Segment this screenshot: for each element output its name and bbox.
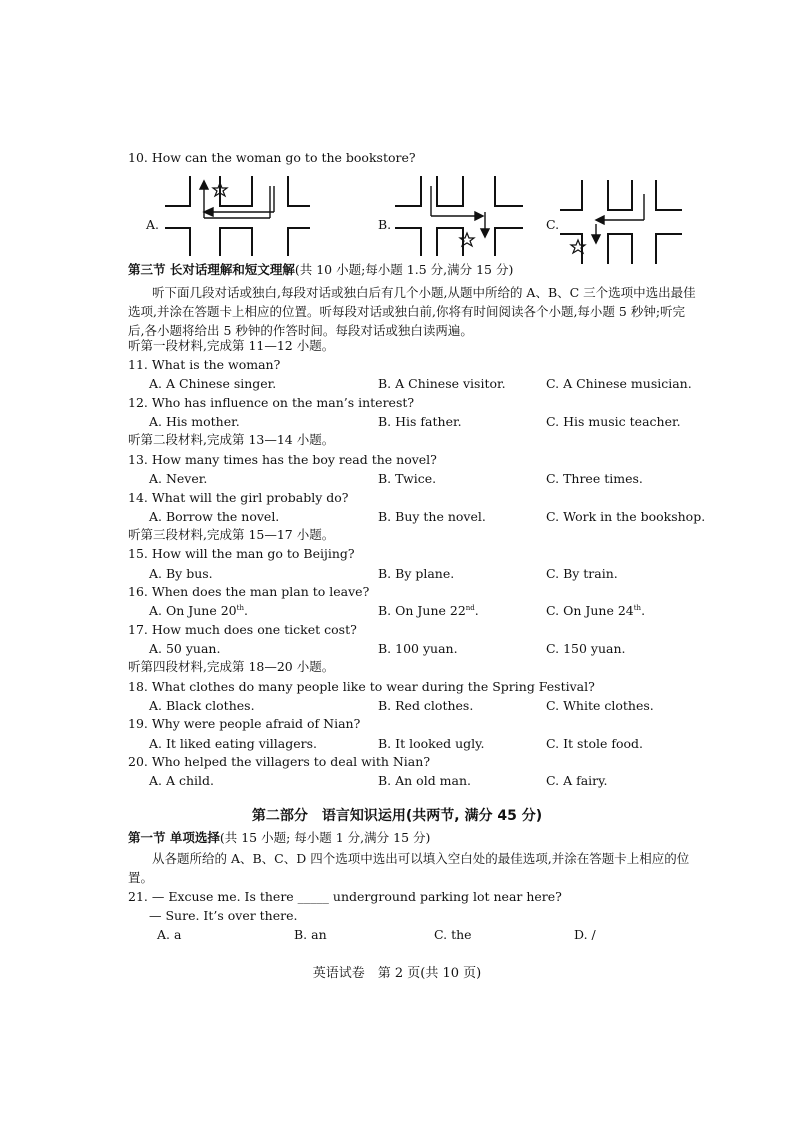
q18-option-c: C. White clothes.: [546, 698, 654, 713]
section-3-header: [128, 262, 513, 278]
question-19: 19. Why were people afraid of Nian?: [128, 716, 361, 731]
q13-option-c: C. Three times.: [546, 471, 643, 486]
question-12: 12. Who has influence on the man’s interest?: [128, 395, 415, 410]
q19-option-c: C. It stole food.: [546, 736, 643, 751]
q21-response: — Sure. It’s over there.: [149, 908, 298, 923]
question-18: 18. What clothes do many people like to wear during the Spring Festival?: [128, 679, 595, 694]
q20-option-b: B. An old man.: [378, 773, 472, 788]
q14-option-b: B. Buy the novel.: [378, 509, 486, 524]
q19-option-a: A. It liked eating villagers.: [149, 736, 318, 751]
part-2-section-1-title: 第一节 单项选择: [128, 830, 220, 845]
question-15: 15. How will the man go to Beijing?: [128, 546, 355, 561]
q10-option-a-label: A.: [146, 217, 160, 232]
q16-option-a: A. On June 20th.: [149, 603, 248, 618]
q21-option-c: C. the: [434, 927, 472, 942]
q15-option-a: A. By bus.: [149, 566, 213, 581]
section-3-note: (共 10 小题;每小题 1.5 分,满分 15 分): [294, 262, 514, 277]
map-b-diagram: [395, 172, 525, 258]
question-14: 14. What will the girl probably do?: [128, 490, 349, 505]
q16-option-b: B. On June 22nd.: [378, 603, 479, 618]
group-2-instruction: 听第二段材料,完成第 13—14 小题。: [128, 432, 335, 447]
question-16: 16. When does the man plan to leave?: [128, 584, 370, 599]
q11-option-c: C. A Chinese musician.: [546, 376, 692, 391]
map-c-diagram: [560, 176, 686, 266]
q15-option-b: B. By plane.: [378, 566, 455, 581]
q18-option-b: B. Red clothes.: [378, 698, 474, 713]
q19-option-b: B. It looked ugly.: [378, 736, 485, 751]
q10-option-c-label: C.: [546, 217, 560, 232]
q11-option-b: B. A Chinese visitor.: [378, 376, 506, 391]
q12-option-b: B. His father.: [378, 414, 462, 429]
q20-option-a: A. A child.: [149, 773, 214, 788]
group-1-instruction: 听第一段材料,完成第 11—12 小题。: [128, 338, 335, 353]
q12-option-c: C. His music teacher.: [546, 414, 681, 429]
question-21: 21. — Excuse me. Is there _____ underground parking lot near here?: [128, 889, 562, 904]
question-13: 13. How many times has the boy read the novel?: [128, 452, 437, 467]
q11-option-a: A. A Chinese singer.: [149, 376, 277, 391]
q15-option-c: C. By train.: [546, 566, 618, 581]
part-2-instructions: 从各题所给的 A、B、C、D 四个选项中选出可以填入空白处的最佳选项,并涂在答题卡上相应的位置。: [128, 851, 690, 885]
q16-option-c: C. On June 24th.: [546, 603, 646, 618]
section-3-instructions: 听下面几段对话或独白,每段对话或独白后有几个小题,从题中所给的 A、B、C 三个选项中选出最佳选项,并涂在答题卡上相应的位置。听每段对话或独白前,你将有时间阅读各个小题,每小题 5 秒钟;听完后,各小题将给出 5 秒钟的作答时间。每段对话或独白读两遍。: [128, 285, 696, 338]
question-17: 17. How much does one ticket cost?: [128, 622, 357, 637]
q12-option-a: A. His mother.: [149, 414, 240, 429]
q14-option-c: C. Work in the bookshop.: [546, 509, 706, 524]
group-3-instruction: 听第三段材料,完成第 15—17 小题。: [128, 527, 335, 542]
part-2-section-1-header: [128, 830, 430, 846]
question-10: 10. How can the woman go to the bookstore?: [128, 150, 416, 165]
q13-option-b: B. Twice.: [378, 471, 437, 486]
q10-option-b-label: B.: [378, 217, 392, 232]
map-a-diagram: [160, 172, 310, 258]
part-2-section-1-note: (共 15 小题; 每小题 1 分,满分 15 分): [219, 830, 431, 845]
question-11: 11. What is the woman?: [128, 357, 281, 372]
q20-option-c: C. A fairy.: [546, 773, 608, 788]
q14-option-a: A. Borrow the novel.: [149, 509, 280, 524]
question-20: 20. Who helped the villagers to deal with Nian?: [128, 754, 431, 769]
group-4-instruction: 听第四段材料,完成第 18—20 小题。: [128, 659, 335, 674]
q17-option-c: C. 150 yuan.: [546, 641, 626, 656]
q21-option-a: A. a: [157, 927, 182, 942]
section-3-title: 第三节 长对话理解和短文理解: [128, 262, 295, 277]
q13-option-a: A. Never.: [149, 471, 208, 486]
q17-option-a: A. 50 yuan.: [149, 641, 221, 656]
q21-option-b: B. an: [294, 927, 327, 942]
q18-option-a: A. Black clothes.: [149, 698, 255, 713]
q17-option-b: B. 100 yuan.: [378, 641, 458, 656]
part-2-title: 第二部分 语言知识运用(共两节, 满分 45 分): [251, 808, 543, 824]
page-footer: 英语试卷 第 2 页(共 10 页): [312, 966, 482, 981]
q21-option-d: D. /: [574, 927, 596, 942]
